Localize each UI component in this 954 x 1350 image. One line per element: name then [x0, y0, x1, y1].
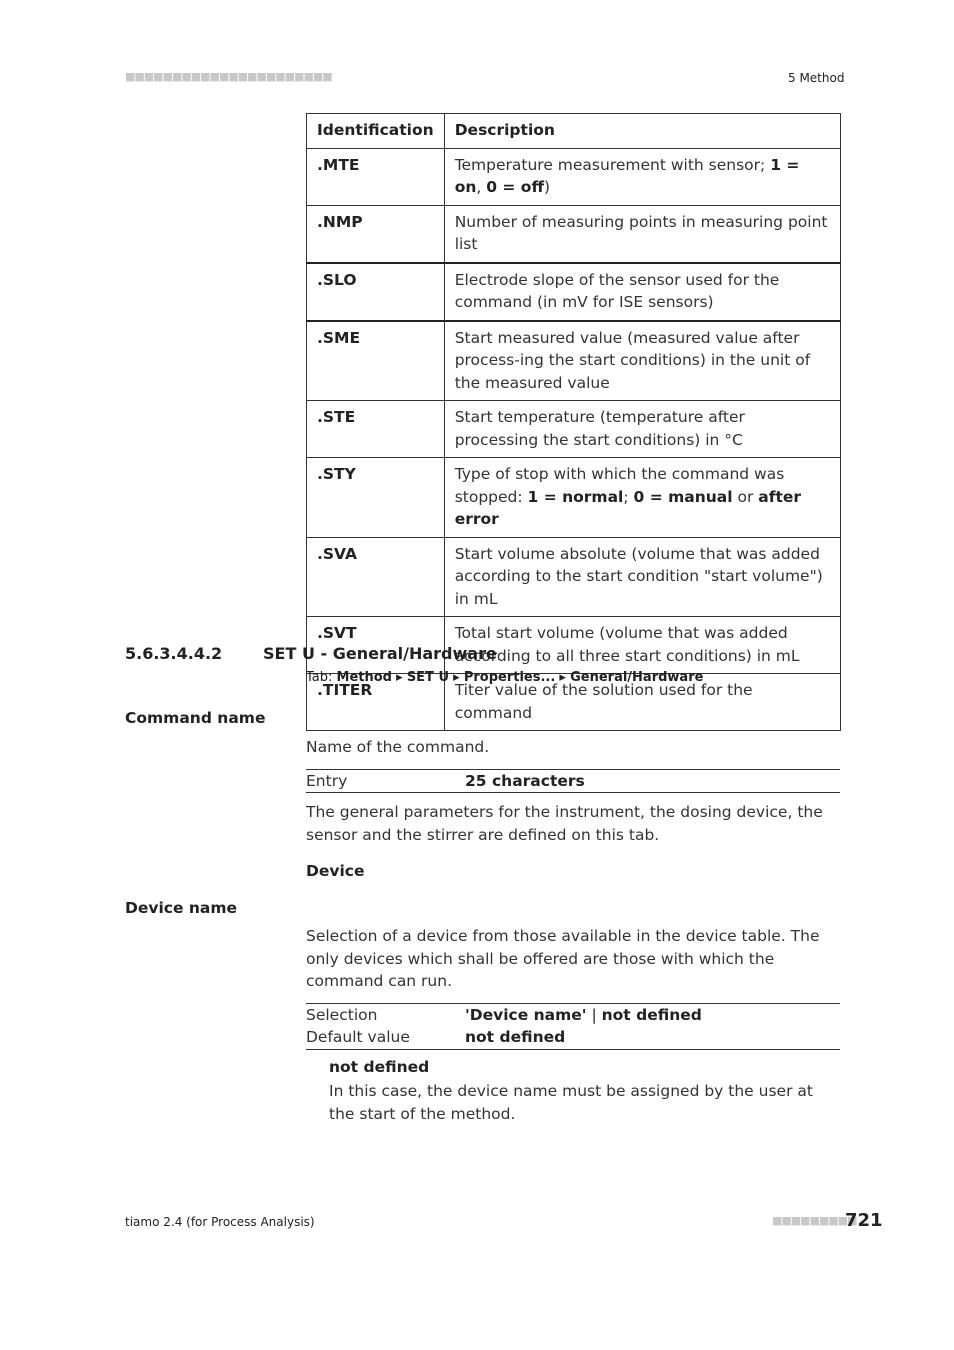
table-row — [307, 537, 841, 617]
identification-cell: .SVA — [307, 537, 445, 617]
general-description: The general parameters for the instrument, the dosing device, the sensor and the stirrer are defined on this tab. — [306, 803, 823, 844]
device-name-values — [306, 1004, 840, 1048]
description-cell — [444, 148, 840, 205]
description-cell — [444, 401, 840, 458]
description-text: , — [476, 178, 487, 196]
footer-product: tiamo 2.4 (for Process Analysis) — [125, 1215, 315, 1229]
identification-cell: .SME — [307, 321, 445, 401]
tab-prefix: Tab: — [306, 670, 337, 685]
description-text: Start measured value (measured value after process-ing the start conditions) in the unit of the measured value — [454, 328, 811, 392]
selection-value: not defined — [601, 1006, 702, 1024]
divider — [306, 792, 840, 793]
description-emphasis: 1 = normal — [527, 487, 624, 506]
selection-separator: | — [586, 1006, 602, 1024]
table-row — [307, 401, 841, 458]
header-decoration: ■■■■■■■■■■■■■■■■■■■■■■ — [125, 70, 332, 83]
option-description: In this case, the device name must be assigned by the user at the start of the method. — [329, 1082, 813, 1123]
device-name-label: Device name — [125, 899, 238, 917]
arrow-icon: ▸ — [396, 670, 403, 685]
device-heading: Device — [306, 862, 365, 880]
option-title: not defined — [329, 1058, 430, 1076]
description-cell — [444, 263, 840, 321]
identification-cell: .STY — [307, 458, 445, 538]
default-key: Default value — [306, 1028, 410, 1046]
identification-cell: .NMP — [307, 205, 445, 263]
tab-breadcrumb — [306, 670, 703, 685]
table-row — [307, 205, 841, 263]
section-number: 5.6.3.4.4.2 — [125, 644, 223, 663]
entry-value: 25 characters — [465, 772, 585, 790]
description-cell — [444, 617, 840, 674]
description-cell — [444, 458, 840, 538]
breadcrumb-item: SET U — [406, 670, 450, 685]
breadcrumb-item: Properties... — [463, 670, 556, 685]
entry-key: Entry — [306, 772, 348, 790]
arrow-icon: ▸ — [453, 670, 460, 685]
description-emphasis: 0 = manual — [633, 487, 733, 506]
description-text: Start volume absolute (volume that was added according to the start condition "start volume") in mL — [454, 544, 823, 608]
description-text: or — [732, 487, 759, 506]
column-header: Identification — [307, 114, 445, 149]
description-text: ) — [544, 178, 551, 196]
description-text: Start temperature (temperature after processing the start conditions) in °C — [454, 408, 745, 449]
section-title: SET U - General/Hardware — [263, 644, 497, 663]
breadcrumb-item: Method — [336, 670, 392, 685]
description-cell — [444, 205, 840, 263]
device-name-description: Selection of a device from those available in the device table. The only devices which shall be offered are those with which the command can run. — [306, 927, 820, 990]
command-name-entry — [306, 770, 840, 792]
footer-decoration: ■■■■■■■■■ — [772, 1214, 857, 1227]
description-text: ; — [623, 487, 634, 506]
identification-cell: .STE — [307, 401, 445, 458]
divider — [306, 1049, 840, 1050]
description-emphasis: 0 = off — [486, 178, 545, 196]
table-row — [307, 458, 841, 538]
description-text: Number of measuring points in measuring point list — [454, 212, 828, 253]
column-header: Description — [444, 114, 840, 149]
description-text: Electrode slope of the sensor used for the command (in mV for ISE sensors) — [454, 270, 780, 311]
selection-row — [306, 1004, 840, 1026]
identification-table — [306, 113, 841, 731]
description-text: Type of stop with which the command was stopped: — [454, 465, 785, 506]
description-text: Titer value of the solution used for the command — [454, 681, 753, 722]
identification-cell: .MTE — [307, 148, 445, 205]
table-row — [307, 148, 841, 205]
identification-cell: .TITER — [307, 674, 445, 731]
command-name-label: Command name — [125, 709, 266, 727]
chapter-label: 5 Method — [788, 71, 845, 85]
identification-cell: .SLO — [307, 263, 445, 321]
table-header-row — [307, 114, 841, 149]
page-number: 721 — [845, 1210, 883, 1231]
arrow-icon: ▸ — [559, 670, 566, 685]
breadcrumb-item: General/Hardware — [570, 670, 704, 685]
description-text: Total start volume (volume that was added according to all three start conditions) in mL — [454, 624, 800, 665]
description-text: Temperature measurement with sensor; — [454, 155, 771, 174]
identification-cell: .SVT — [307, 617, 445, 674]
description-cell — [444, 537, 840, 617]
selection-value: 'Device name' — [465, 1006, 587, 1024]
table-row — [307, 263, 841, 321]
description-cell — [444, 321, 840, 401]
selection-key: Selection — [306, 1006, 378, 1024]
default-row — [306, 1026, 840, 1048]
description-emphasis: after error — [454, 487, 802, 528]
table-row — [307, 321, 841, 401]
description-emphasis: 1 = on — [454, 155, 800, 196]
command-name-description: Name of the command. — [306, 738, 490, 756]
default-value: not defined — [465, 1028, 566, 1046]
